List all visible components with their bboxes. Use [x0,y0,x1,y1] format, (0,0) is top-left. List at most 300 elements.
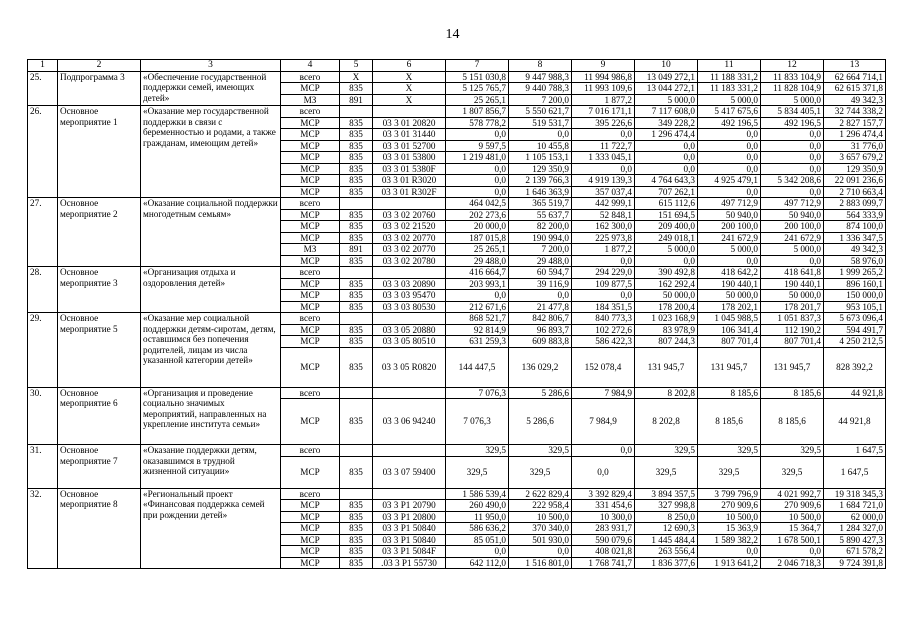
budget-code-cell: 03 3 07 59400 [373,456,446,488]
value-cell-col-8: 365 519,7 [509,198,572,210]
value-cell-col-13: 44 921,8 [824,387,886,399]
budget-code-cell [373,198,446,210]
column-header-8: 8 [509,60,572,72]
value-cell-col-9: 3 392 829,4 [572,488,635,500]
column-header-10: 10 [635,60,698,72]
budget-code-cell: 03 3 02 21520 [373,221,446,233]
table-row [28,387,886,399]
value-cell-col-11: 807 701,4 [698,336,761,348]
executor-cell: МСР [281,163,340,175]
grbs-cell [340,198,373,210]
grbs-cell: 891 [340,94,373,106]
value-cell-col-11: 131 945,7 [698,347,761,387]
value-cell-col-11: 492 196,5 [698,117,761,129]
value-cell-col-13: 671 578,2 [824,546,886,558]
grbs-cell: 835 [340,456,373,488]
column-header-9: 9 [572,60,635,72]
program-name: Основное мероприятие 2 [58,198,141,267]
value-cell-col-13: 1 284 327,0 [824,523,886,535]
value-cell-col-7: 0,0 [446,175,509,187]
value-cell-col-12: 5 834 405,1 [761,106,824,118]
value-cell-col-11: 329,5 [698,445,761,457]
value-cell-col-11: 50 940,0 [698,209,761,221]
grbs-cell: 835 [340,175,373,187]
value-cell-col-8: 21 477,8 [509,301,572,313]
value-cell-col-10: 1 023 168,9 [635,313,698,325]
value-cell-col-13: 19 318 345,3 [824,488,886,500]
grbs-cell: 835 [340,117,373,129]
value-cell-col-13: 4 250 212,5 [824,336,886,348]
table-row [28,267,886,279]
value-cell-col-12: 807 701,4 [761,336,824,348]
value-cell-col-13: 58 976,0 [824,255,886,267]
executor-cell: МСР [281,324,340,336]
value-cell-col-12: 5 000,0 [761,94,824,106]
value-cell-col-11: 200 100,0 [698,221,761,233]
value-cell-col-8: 190 994,0 [509,232,572,244]
value-cell-col-10: 131 945,7 [635,347,698,387]
value-cell-col-8: 0,0 [509,546,572,558]
value-cell-col-13: 1 336 347,5 [824,232,886,244]
executor-cell: МСР [281,301,340,313]
grbs-cell: 835 [340,301,373,313]
value-cell-col-9: 11 994 986,8 [572,71,635,83]
budget-code-cell [373,387,446,399]
value-cell-col-8: 60 594,7 [509,267,572,279]
value-cell-col-11: 8 185,6 [698,387,761,399]
value-cell-col-13: 594 491,7 [824,324,886,336]
value-cell-col-11: 0,0 [698,140,761,152]
value-cell-col-11: 50 000,0 [698,290,761,302]
value-cell-col-10: 178 200,4 [635,301,698,313]
budget-code-cell: 03 3 05 20880 [373,324,446,336]
value-cell-col-13: 1 647,5 [824,456,886,488]
program-description: «Обеспечение государственной поддержки семей, имеющих детей» [141,71,281,106]
value-cell-col-10: 8 250,0 [635,511,698,523]
grbs-cell [340,106,373,118]
value-cell-col-9: 7 984,9 [572,399,635,445]
value-cell-col-8: 842 806,7 [509,313,572,325]
budget-code-cell [373,445,446,457]
value-cell-col-12: 190 440,1 [761,278,824,290]
program-name: Подпрограмма 3 [58,71,141,106]
value-cell-col-7: 0,0 [446,163,509,175]
value-cell-col-13: 129 350,9 [824,163,886,175]
value-cell-col-10: 615 112,6 [635,198,698,210]
value-cell-col-8: 329,5 [509,445,572,457]
value-cell-col-10: 349 228,2 [635,117,698,129]
budget-code-cell: 03 3 01 20820 [373,117,446,129]
value-cell-col-13: 150 000,0 [824,290,886,302]
program-name: Основное мероприятие 7 [58,445,141,489]
grbs-cell [340,488,373,500]
value-cell-col-11: 8 185,6 [698,399,761,445]
executor-cell: МСР [281,278,340,290]
executor-cell: МСР [281,511,340,523]
value-cell-col-10: 329,5 [635,445,698,457]
value-cell-col-9: 0,0 [572,445,635,457]
value-cell-col-8: 82 200,0 [509,221,572,233]
value-cell-col-7: 203 993,1 [446,278,509,290]
value-cell-col-9: 590 079,6 [572,534,635,546]
value-cell-col-11: 11 188 331,2 [698,71,761,83]
executor-cell: МСР [281,140,340,152]
value-cell-col-13: 9 724 391,8 [824,557,886,569]
budget-code-cell: 03 3 01 52700 [373,140,446,152]
grbs-cell: 835 [340,129,373,141]
value-cell-col-12: 241 672,9 [761,232,824,244]
row-number: 25. [28,71,58,106]
program-name: Основное мероприятие 6 [58,387,141,445]
budget-code-cell [373,106,446,118]
row-number: 31. [28,445,58,489]
value-cell-col-10: 1 296 474,4 [635,129,698,141]
executor-cell: МСР [281,209,340,221]
row-number: 28. [28,267,58,313]
budget-code-cell: 03 3 P1 20800 [373,511,446,523]
value-cell-col-12: 112 190,2 [761,324,824,336]
value-cell-col-8: 609 883,8 [509,336,572,348]
value-cell-col-9: 184 351,5 [572,301,635,313]
value-cell-col-11: 0,0 [698,255,761,267]
value-cell-col-8: 10 500,0 [509,511,572,523]
value-cell-col-13: 22 091 236,6 [824,175,886,187]
executor-cell: МСР [281,399,340,445]
value-cell-col-8: 1 516 801,0 [509,557,572,569]
value-cell-col-7: 1 807 856,7 [446,106,509,118]
value-cell-col-10: 329,5 [635,456,698,488]
value-cell-col-13: 2 883 099,7 [824,198,886,210]
row-number: 27. [28,198,58,267]
grbs-cell: 835 [340,221,373,233]
value-cell-col-10: 151 694,5 [635,209,698,221]
program-name: Основное мероприятие 8 [58,488,141,569]
value-cell-col-13: 31 776,0 [824,140,886,152]
value-cell-col-12: 492 196,5 [761,117,824,129]
value-cell-col-13: 5 673 096,4 [824,313,886,325]
value-cell-col-7: 144 447,5 [446,347,509,387]
value-cell-col-10: 249 018,1 [635,232,698,244]
executor-cell: МСР [281,347,340,387]
value-cell-col-7: 0,0 [446,186,509,198]
value-cell-col-7: 11 950,0 [446,511,509,523]
value-cell-col-9: 331 454,6 [572,500,635,512]
value-cell-col-8: 2 139 766,3 [509,175,572,187]
value-cell-col-13: 2 710 663,4 [824,186,886,198]
budget-code-cell: 03 3 01 53800 [373,152,446,164]
program-description: «Оказание социальной поддержки многодетным семьям» [141,198,281,267]
value-cell-col-7: 25 265,1 [446,244,509,256]
value-cell-col-8: 2 622 829,4 [509,488,572,500]
value-cell-col-9: 586 422,3 [572,336,635,348]
value-cell-col-8: 0,0 [509,129,572,141]
value-cell-col-10: 263 556,4 [635,546,698,558]
value-cell-col-11: 270 909,6 [698,500,761,512]
value-cell-col-8: 5 550 621,7 [509,106,572,118]
column-header-3: 3 [141,60,281,72]
value-cell-col-12: 50 000,0 [761,290,824,302]
value-cell-col-13: 49 342,3 [824,94,886,106]
value-cell-col-12: 4 021 992,7 [761,488,824,500]
value-cell-col-10: 390 492,8 [635,267,698,279]
value-cell-col-9: 294 229,0 [572,267,635,279]
grbs-cell: 835 [340,500,373,512]
value-cell-col-11: 497 712,9 [698,198,761,210]
value-cell-col-13: 62 664 714,1 [824,71,886,83]
table-row [28,198,886,210]
value-cell-col-8: 136 029,2 [509,347,572,387]
executor-cell: МСР [281,534,340,546]
value-cell-col-7: 92 814,9 [446,324,509,336]
value-cell-col-12: 0,0 [761,129,824,141]
grbs-cell: 835 [340,152,373,164]
value-cell-col-12: 15 364,7 [761,523,824,535]
value-cell-col-10: 0,0 [635,140,698,152]
value-cell-col-12: 11 833 104,9 [761,71,824,83]
value-cell-col-8: 7 200,0 [509,244,572,256]
grbs-cell: 835 [340,336,373,348]
value-cell-col-9: 7 016 171,1 [572,106,635,118]
table-row [28,488,886,500]
row-number: 32. [28,488,58,569]
executor-cell: всего [281,106,340,118]
value-cell-col-8: 9 440 788,3 [509,83,572,95]
value-cell-col-7: 7 076,3 [446,399,509,445]
grbs-cell: 835 [340,232,373,244]
row-number: 26. [28,106,58,198]
value-cell-col-9: 1 877,2 [572,94,635,106]
program-description: «Организация и проведение социально значимых мероприятий, направленных на укрепление института семьи» [141,387,281,445]
value-cell-col-12: 497 712,9 [761,198,824,210]
value-cell-col-12: 0,0 [761,140,824,152]
budget-code-cell [373,267,446,279]
budget-code-cell [373,488,446,500]
budget-code-cell: 03 3 02 20760 [373,209,446,221]
executor-cell: МСР [281,175,340,187]
budget-code-cell: 03 3 P1 50840 [373,523,446,535]
value-cell-col-11: 1 045 988,5 [698,313,761,325]
page-number: 14 [445,27,460,42]
value-cell-col-7: 329,5 [446,445,509,457]
value-cell-col-9: 357 037,4 [572,186,635,198]
grbs-cell: 835 [340,523,373,535]
program-description: «Оказание мер социальной поддержки детям-сиротам, детям, оставшимся без попечения родителей, лицам из числа указанной категории детей» [141,313,281,388]
executor-cell: МСР [281,255,340,267]
value-cell-col-10: 1 836 377,6 [635,557,698,569]
grbs-cell [340,313,373,325]
value-cell-col-11: 11 183 331,2 [698,83,761,95]
value-cell-col-10: 0,0 [635,163,698,175]
value-cell-col-13: 32 744 338,2 [824,106,886,118]
value-cell-col-10: 5 000,0 [635,244,698,256]
value-cell-col-13: 3 657 679,2 [824,152,886,164]
budget-code-cell: 03 3 06 94240 [373,399,446,445]
value-cell-col-10: 4 764 643,3 [635,175,698,187]
value-cell-col-8: 519 531,7 [509,117,572,129]
grbs-cell: 835 [340,163,373,175]
column-header-11: 11 [698,60,761,72]
grbs-cell: 835 [340,186,373,198]
value-cell-col-9: 1 877,2 [572,244,635,256]
budget-code-cell: 03 3 02 20770 [373,244,446,256]
value-cell-col-9: 0,0 [572,290,635,302]
executor-cell: МСР [281,152,340,164]
value-cell-col-7: 212 671,6 [446,301,509,313]
value-cell-col-7: 0,0 [446,290,509,302]
value-cell-col-11: 4 925 479,1 [698,175,761,187]
table-row [28,106,886,118]
value-cell-col-13: 896 160,1 [824,278,886,290]
value-cell-col-7: 260 490,0 [446,500,509,512]
value-cell-col-7: 187 015,8 [446,232,509,244]
value-cell-col-7: 329,5 [446,456,509,488]
value-cell-col-8: 222 958,4 [509,500,572,512]
budget-code-cell: 03 3 01 31440 [373,129,446,141]
budget-code-cell: 03 3 P1 50840 [373,534,446,546]
value-cell-col-10: 83 978,9 [635,324,698,336]
value-cell-col-10: 162 292,4 [635,278,698,290]
budget-table [27,59,886,569]
value-cell-col-12: 5 342 208,6 [761,175,824,187]
value-cell-col-10: 807 244,3 [635,336,698,348]
value-cell-col-12: 11 828 104,9 [761,83,824,95]
value-cell-col-7: 586 636,2 [446,523,509,535]
budget-code-cell: 03 3 05 80510 [373,336,446,348]
value-cell-col-7: 464 042,5 [446,198,509,210]
value-cell-col-9: 52 848,1 [572,209,635,221]
value-cell-col-9: 283 931,7 [572,523,635,535]
value-cell-col-8: 96 893,7 [509,324,572,336]
budget-code-cell: .03 3 P1 55730 [373,557,446,569]
value-cell-col-9: 11 993 109,6 [572,83,635,95]
row-number: 29. [28,313,58,388]
budget-code-cell: 03 3 P1 5084F [373,546,446,558]
value-cell-col-10: 327 998,8 [635,500,698,512]
value-cell-col-7: 9 597,5 [446,140,509,152]
value-cell-col-7: 0,0 [446,546,509,558]
budget-code-cell: 03 3 01 R3020 [373,175,446,187]
value-cell-col-13: 953 105,1 [824,301,886,313]
value-cell-col-9: 10 300,0 [572,511,635,523]
value-cell-col-10: 0,0 [635,152,698,164]
executor-cell: всего [281,313,340,325]
value-cell-col-8: 1 646 363,9 [509,186,572,198]
value-cell-col-8: 7 200,0 [509,94,572,106]
value-cell-col-10: 707 262,1 [635,186,698,198]
grbs-cell: 835 [340,534,373,546]
value-cell-col-12: 329,5 [761,456,824,488]
value-cell-col-13: 828 392,2 [824,347,886,387]
value-cell-col-9: 1 333 045,1 [572,152,635,164]
value-cell-col-11: 241 672,9 [698,232,761,244]
value-cell-col-13: 49 342,3 [824,244,886,256]
value-cell-col-11: 0,0 [698,129,761,141]
value-cell-col-10: 7 117 608,0 [635,106,698,118]
value-cell-col-11: 5 000,0 [698,244,761,256]
value-cell-col-7: 1 219 481,0 [446,152,509,164]
program-description: «Оказание поддержки детям, оказавшимся в трудной жизненной ситуации» [141,445,281,489]
budget-code-cell: 03 3 01 5380F [373,163,446,175]
column-header-2: 2 [58,60,141,72]
value-cell-col-9: 109 877,5 [572,278,635,290]
value-cell-col-10: 13 044 272,1 [635,83,698,95]
value-cell-col-11: 178 202,1 [698,301,761,313]
column-header-6: 6 [373,60,446,72]
value-cell-col-8: 5 286,6 [509,387,572,399]
grbs-cell [340,267,373,279]
grbs-cell: 835 [340,546,373,558]
column-header-7: 7 [446,60,509,72]
value-cell-col-11: 0,0 [698,186,761,198]
budget-code-cell: 03 3 P1 20790 [373,500,446,512]
value-cell-col-7: 5 151 030,8 [446,71,509,83]
executor-cell: всего [281,387,340,399]
value-cell-col-13: 874 100,0 [824,221,886,233]
value-cell-col-7: 7 076,3 [446,387,509,399]
value-cell-col-12: 200 100,0 [761,221,824,233]
value-cell-col-12: 0,0 [761,163,824,175]
value-cell-col-12: 1 051 837,3 [761,313,824,325]
value-cell-col-8: 0,0 [509,290,572,302]
value-cell-col-9: 152 078,4 [572,347,635,387]
program-description: «Региональный проект «Финансовая поддержка семей при рождении детей» [141,488,281,569]
executor-cell: МЗ [281,244,340,256]
executor-cell: МСР [281,221,340,233]
value-cell-col-12: 8 185,6 [761,387,824,399]
value-cell-col-10: 12 690,3 [635,523,698,535]
value-cell-col-12: 8 185,6 [761,399,824,445]
table-row [28,71,886,83]
value-cell-col-9: 840 773,3 [572,313,635,325]
value-cell-col-12: 0,0 [761,546,824,558]
value-cell-col-12: 270 909,6 [761,500,824,512]
executor-cell: МСР [281,117,340,129]
executor-cell: МСР [281,546,340,558]
value-cell-col-7: 631 259,3 [446,336,509,348]
column-header-4: 4 [281,60,340,72]
value-cell-col-10: 0,0 [635,255,698,267]
value-cell-col-8: 5 286,6 [509,399,572,445]
value-cell-col-8: 39 116,9 [509,278,572,290]
value-cell-col-8: 329,5 [509,456,572,488]
executor-cell: МСР [281,557,340,569]
value-cell-col-11: 3 799 796,9 [698,488,761,500]
value-cell-col-8: 129 350,9 [509,163,572,175]
value-cell-col-12: 0,0 [761,186,824,198]
value-cell-col-7: 85 051,0 [446,534,509,546]
value-cell-col-9: 225 973,8 [572,232,635,244]
executor-cell: МСР [281,456,340,488]
value-cell-col-12: 1 678 500,1 [761,534,824,546]
value-cell-col-9: 0,0 [572,163,635,175]
value-cell-col-9: 162 300,0 [572,221,635,233]
value-cell-col-11: 5 000,0 [698,94,761,106]
budget-code-cell: 03 3 03 20890 [373,278,446,290]
header-row [28,60,886,72]
value-cell-col-10: 50 000,0 [635,290,698,302]
value-cell-col-7: 20 000,0 [446,221,509,233]
executor-cell: всего [281,198,340,210]
value-cell-col-12: 329,5 [761,445,824,457]
value-cell-col-9: 0,0 [572,456,635,488]
value-cell-col-10: 8 202,8 [635,399,698,445]
value-cell-col-10: 209 400,0 [635,221,698,233]
value-cell-col-7: 0,0 [446,129,509,141]
value-cell-col-11: 329,5 [698,456,761,488]
value-cell-col-12: 5 000,0 [761,244,824,256]
grbs-cell: 835 [340,83,373,95]
value-cell-col-11: 0,0 [698,152,761,164]
